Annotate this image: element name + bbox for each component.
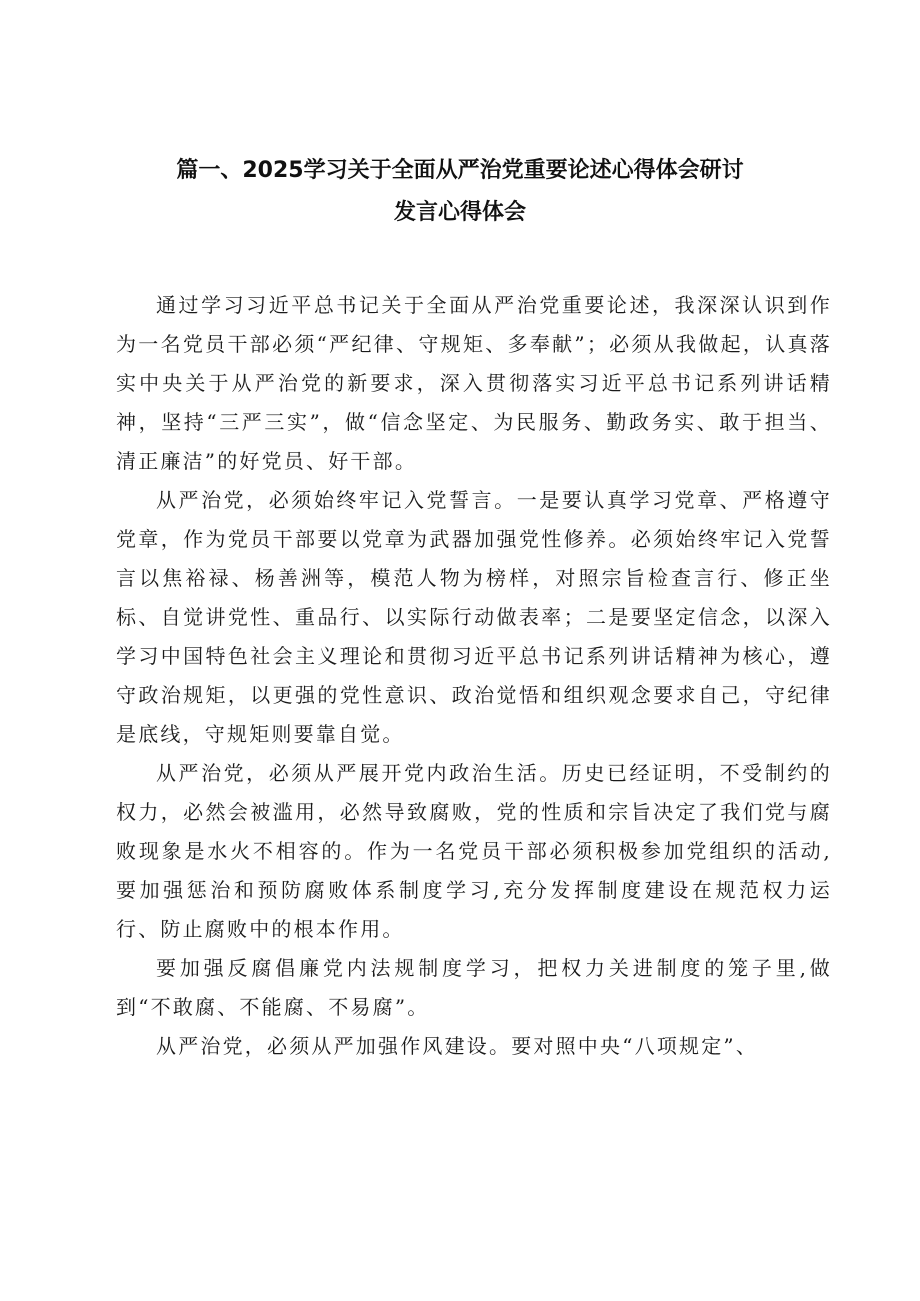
paragraph-4: 要加强反腐倡廉党内法规制度学习，把权力关进制度的笼子里,做到“不敢腐、不能腐、不易腐”。 <box>116 956 832 1019</box>
paragraph-2: 从严治党，必须始终牢记入党誓言。一是要认真学习党章、严格遵守党章，作为党员干部要以党章为武器加强党性修养。必须始终牢记入党誓言以焦裕禄、杨善洲等，模范人物为榜样，对照宗旨检查言行、修正坐标、自觉讲党性、重品行、以实际行动做表率；二是要坚定信念，以深入学习中国特色社会主义理论和贯彻习近平总书记系列讲话精神为核心，遵守政治规矩，以更强的党性意识、政治觉悟和组织观念要求自己，守纪律是底线，守规矩则要靠自觉。 <box>116 488 832 746</box>
paragraph-5: 从严治党，必须从严加强作风建设。要对照中央“八项规定”、 <box>156 1034 759 1058</box>
title-line-1: 篇一、2025学习关于全面从严治党重要论述心得体会研讨 <box>176 158 744 183</box>
document-title <box>100 150 820 234</box>
title-line-2: 发言心得体会 <box>393 200 526 225</box>
document-body <box>116 286 832 1066</box>
paragraph-1: 通过学习习近平总书记关于全面从严治党重要论述，我深深认识到作为一名党员干部必须“严纪律、守规矩、多奉献”；必须从我做起，认真落实中央关于从严治党的新要求，深入贯彻落实习近平总书记系列讲话精神，坚持“三严三实”，做“信念坚定、为民服务、勤政务实、敢于担当、清正廉洁”的好党员、好干部。 <box>116 293 832 473</box>
paragraph-3: 从严治党，必须从严展开党内政治生活。历史已经证明，不受制约的权力，必然会被滥用，必然导致腐败，党的性质和宗旨决定了我们党与腐败现象是水火不相容的。作为一名党员干部必须积极参加党组织的活动,要加强惩治和预防腐败体系制度学习,充分发挥制度建设在规范权力运行、防止腐败中的根本作用。 <box>116 761 832 941</box>
